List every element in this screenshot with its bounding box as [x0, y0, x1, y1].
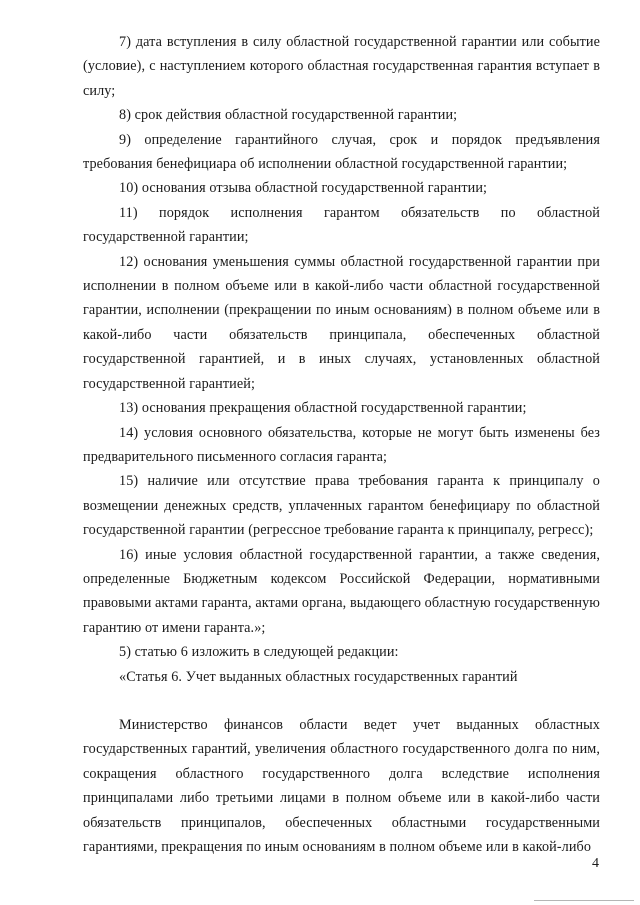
- article-paragraph: Министерство финансов области ведет учет выданных областных государственных гарантий, увеличения областного государственного долга по ним, сокращения областного государственного долга вследствие исполнения принципалами либо третьими лицами в полном объеме или в какой-либо части обязательств принципалов, обеспеченных областными государственными гарантиями, прекращения по иным основаниям в полном объеме или в какой-либо: [83, 716, 600, 855]
- paragraph-item-16: 16) иные условия областной государственной гарантии, а также сведения, определенные Бюджетным кодексом Российской Федерации, нормативными правовыми актами гаранта, актами органа, выдающего областную государственную гарантию от имени гаранта.»;: [83, 546, 600, 636]
- page-number: 4: [592, 856, 599, 871]
- paragraph-item-15: 15) наличие или отсутствие права требования гаранта к принципалу о возмещении денежных средств, уплаченных гарантом бенефициару по областной государственной гарантии (регрессное требование гаранта к принципалу, регресс);: [83, 473, 600, 539]
- article-heading: «Статья 6. Учет выданных областных государственных гарантий: [119, 668, 518, 685]
- paragraph-item-13: 13) основания прекращения областной государственной гарантии;: [119, 400, 527, 417]
- paragraph-amendment-5: 5) статью 6 изложить в следующей редакции:: [119, 644, 399, 661]
- paragraph-item-11: 11) порядок исполнения гарантом обязательств по областной государственной гарантии;: [83, 204, 600, 246]
- paragraph-item-8: 8) срок действия областной государственной гарантии;: [119, 107, 458, 124]
- paragraph-item-14: 14) условия основного обязательства, которые не могут быть изменены без предварительного письменного согласия гаранта;: [83, 424, 600, 465]
- section-spacer: [83, 689, 600, 713]
- document-body: [83, 30, 600, 859]
- paragraph-item-7: 7) дата вступления в силу областной государственной гарантии или событие (условие), с наступлением которого областная государственная гарантия вступает в силу;: [83, 34, 600, 99]
- paragraph-item-12: 12) основания уменьшения суммы областной государственной гарантии при исполнении в полном объеме или в какой-либо части областной государственной гарантии, исполнении (прекращении по иным основаниям) в полном объеме или в какой-либо части обязательств принципала, обеспеченных областной государственной гарантией, и в иных случаях, установленных областной государственной гарантией;: [83, 253, 600, 392]
- paragraph-item-9: 9) определение гарантийного случая, срок и порядок предъявления требования бенефициара об исполнении областной государственной гарантии;: [83, 131, 600, 173]
- paragraph-item-10: 10) основания отзыва областной государственной гарантии;: [119, 180, 488, 197]
- footer-divider: [534, 900, 634, 901]
